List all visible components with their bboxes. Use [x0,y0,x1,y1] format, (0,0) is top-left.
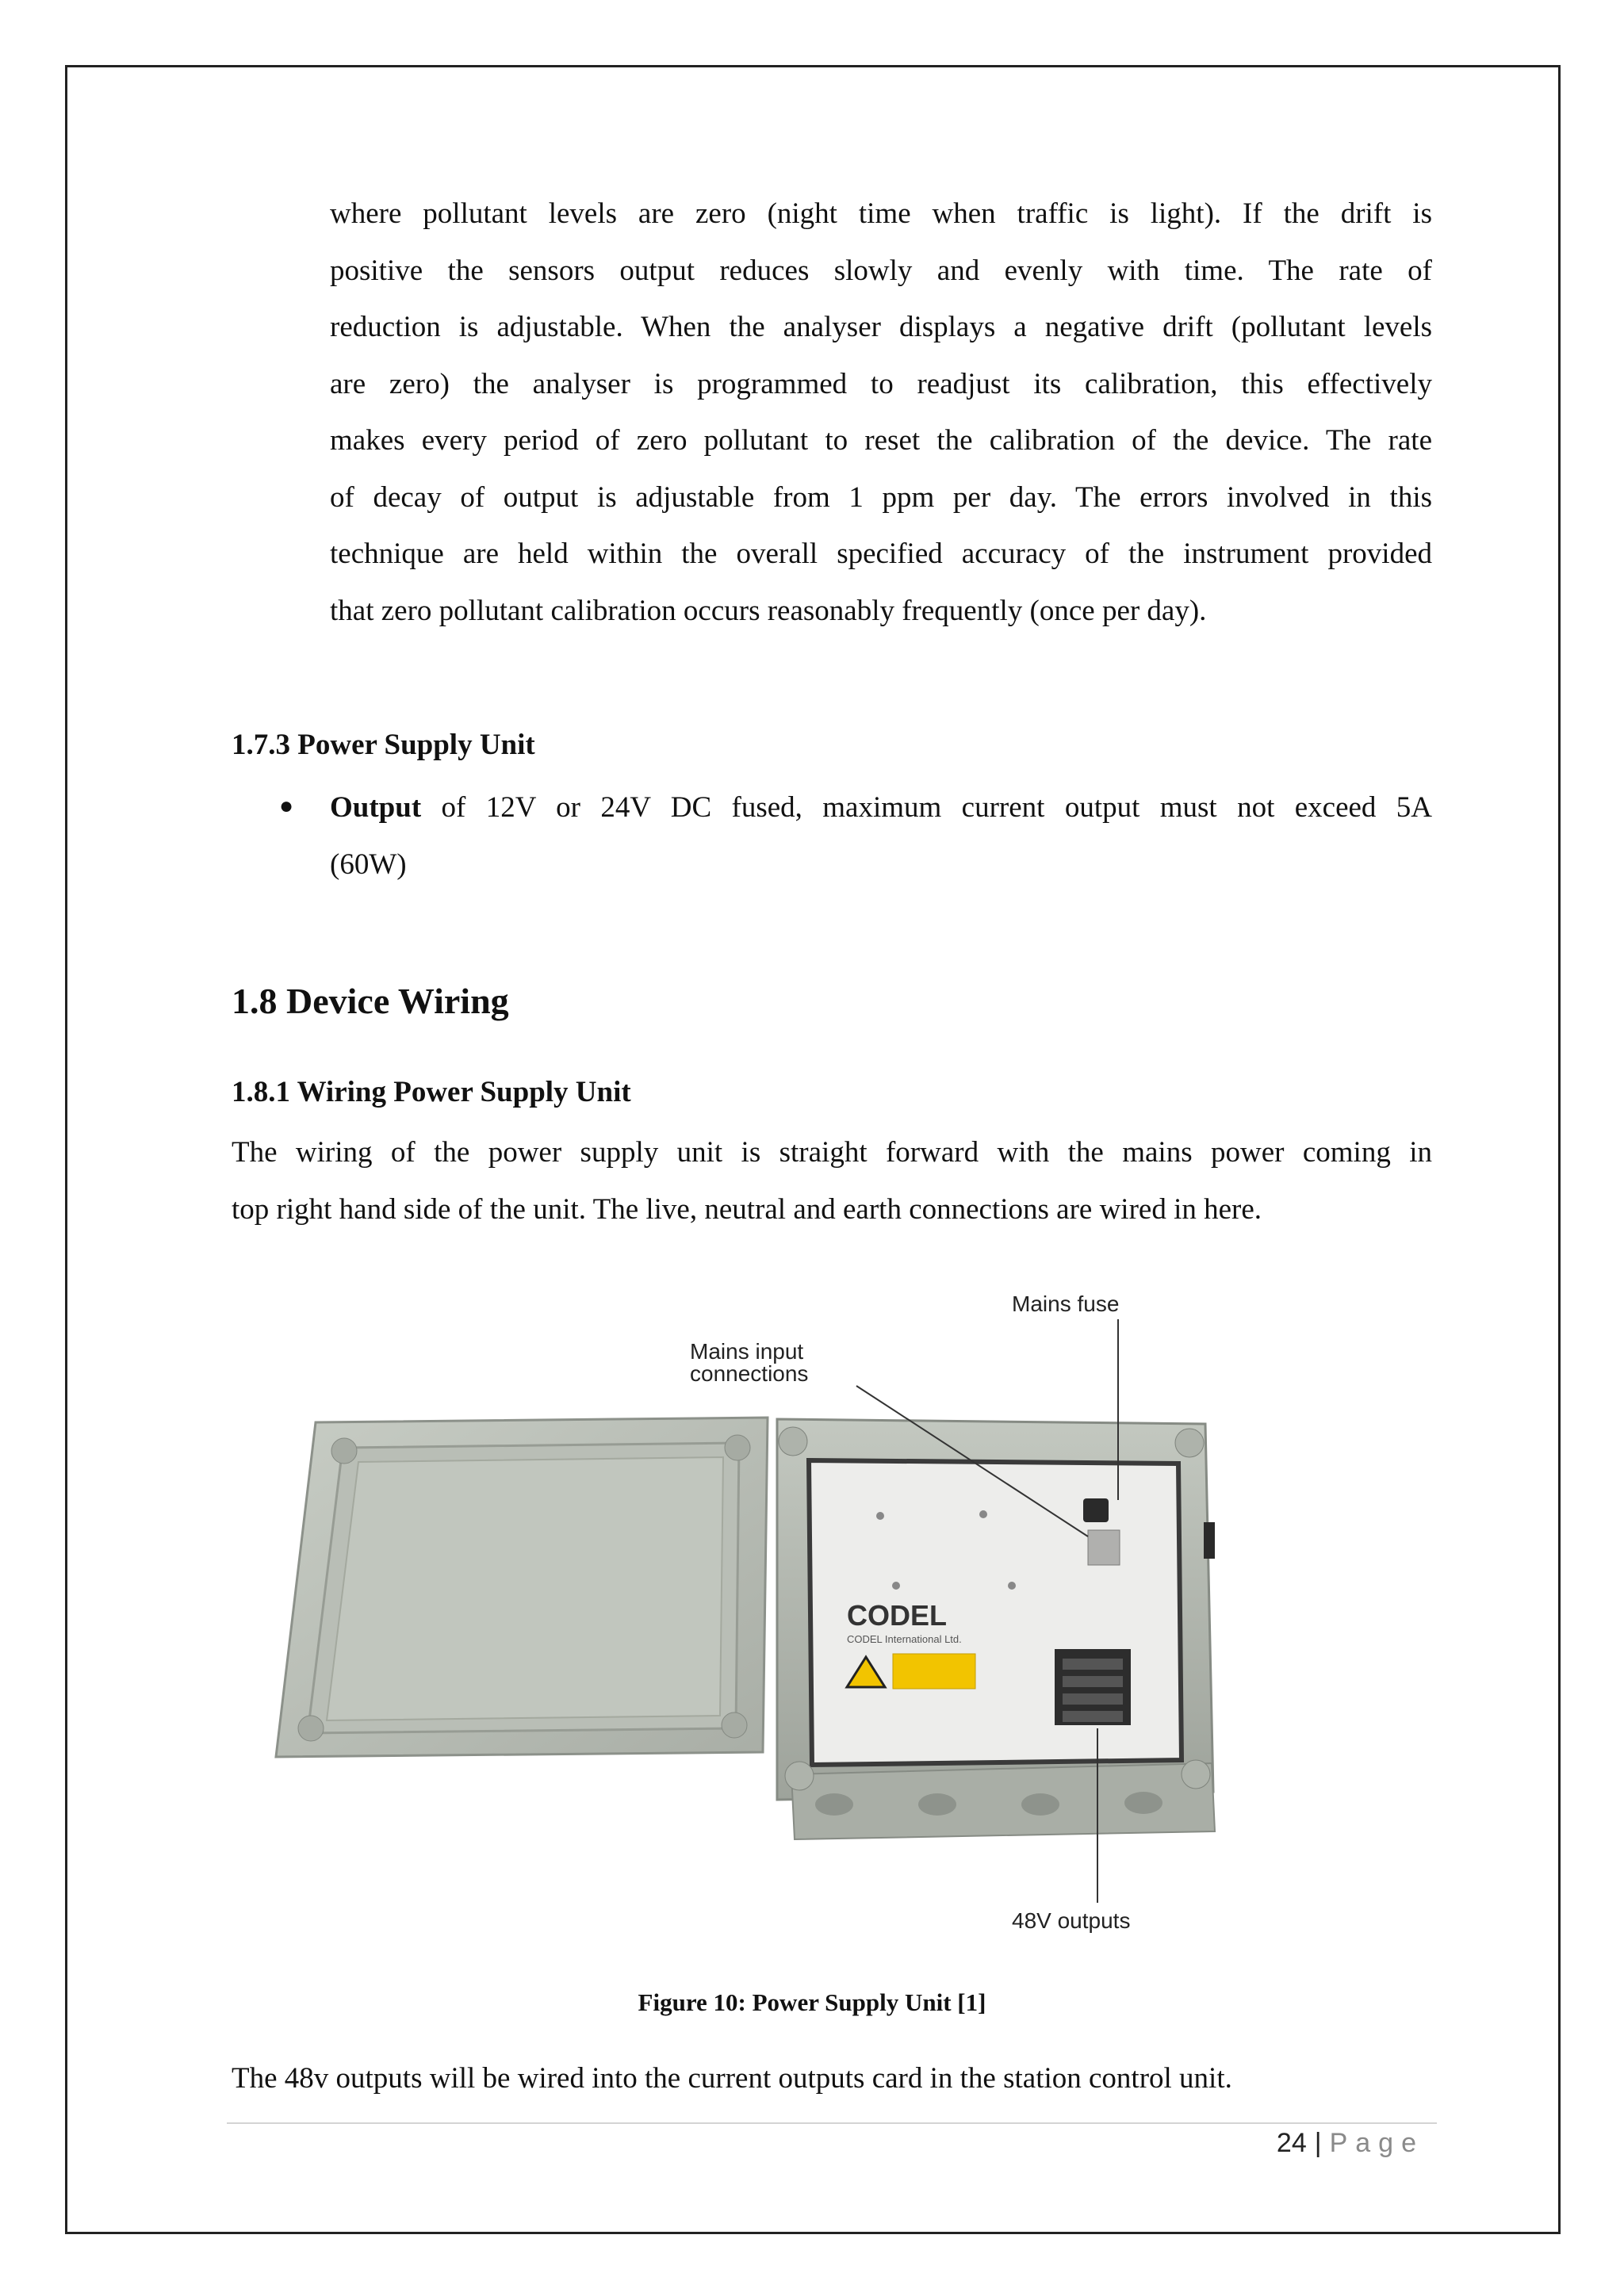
bullet-dot-icon: ● [279,793,294,819]
callout-mains-fuse: Mains fuse [1012,1292,1120,1316]
text-line: makes every period of zero pollutant to reset the calibration of the device. The rate [330,424,1432,457]
enclosure-body [777,1419,1215,1839]
text-line: of decay of output is adjustable from 1 ppm per day. The errors involved in this [330,480,1432,514]
text-line: top right hand side of the unit. The live, neutral and earth connections are wired in here. [232,1192,1262,1226]
enclosure-lid [276,1418,768,1757]
text-line: reduction is adjustable. When the analyser displays a negative drift (pollutant levels [330,311,1432,343]
heading-1-7-3: 1.7.3 Power Supply Unit [232,729,535,761]
text-line: where pollutant levels are zero (night time when traffic is light). If the drift is [330,197,1432,230]
callout-48v-outputs: 48V outputs [1012,1908,1131,1933]
caution-label-icon [893,1654,975,1689]
brand-sub-label: CODEL International Ltd. [847,1633,962,1645]
bullet-term: Output [330,791,422,824]
power-supply-illustration [270,1284,1332,1950]
callout-mains-input-2: connections [690,1361,809,1386]
text-line: technique are held within the overall specified accuracy of the instrument provided [330,538,1432,570]
page-footer [1277,2128,1424,2159]
paragraph-wiring [232,1124,1432,1238]
footer-divider [227,2122,1437,2124]
figure-power-supply-unit [270,1284,1332,1950]
brand-label: CODEL [847,1599,947,1632]
heading-1-8-1: 1.8.1 Wiring Power Supply Unit [232,1076,631,1108]
paragraph-drift-correction [330,186,1432,639]
bullet-line-2: (60W) [330,848,407,881]
text-line: The wiring of the power supply unit is straight forward with the mains power coming in [232,1136,1432,1169]
paragraph-closing: The 48v outputs will be wired into the current outputs card in the station control unit. [232,2062,1232,2095]
figure-caption: Figure 10: Power Supply Unit [1] [638,1988,986,2016]
text-line: are zero) the analyser is programmed to readjust its calibration, this effectively [330,367,1432,400]
callout-mains-input-1: Mains input [690,1339,804,1364]
bullet-line [330,779,1432,836]
text-line: that zero pollutant calibration occurs reasonably frequently (once per day). [330,594,1207,627]
heading-1-8: 1.8 Device Wiring [232,981,509,1021]
bullet-item-output [330,779,1432,893]
footer-separator: | [1314,2128,1322,2158]
page-label: Page [1329,2128,1424,2158]
text-line: positive the sensors output reduces slowly and evenly with time. The rate of [330,254,1432,287]
bullet-text: of 12V or 24V DC fused, maximum current output must not exceed 5A [441,791,1432,824]
page-number: 24 [1276,2128,1307,2158]
